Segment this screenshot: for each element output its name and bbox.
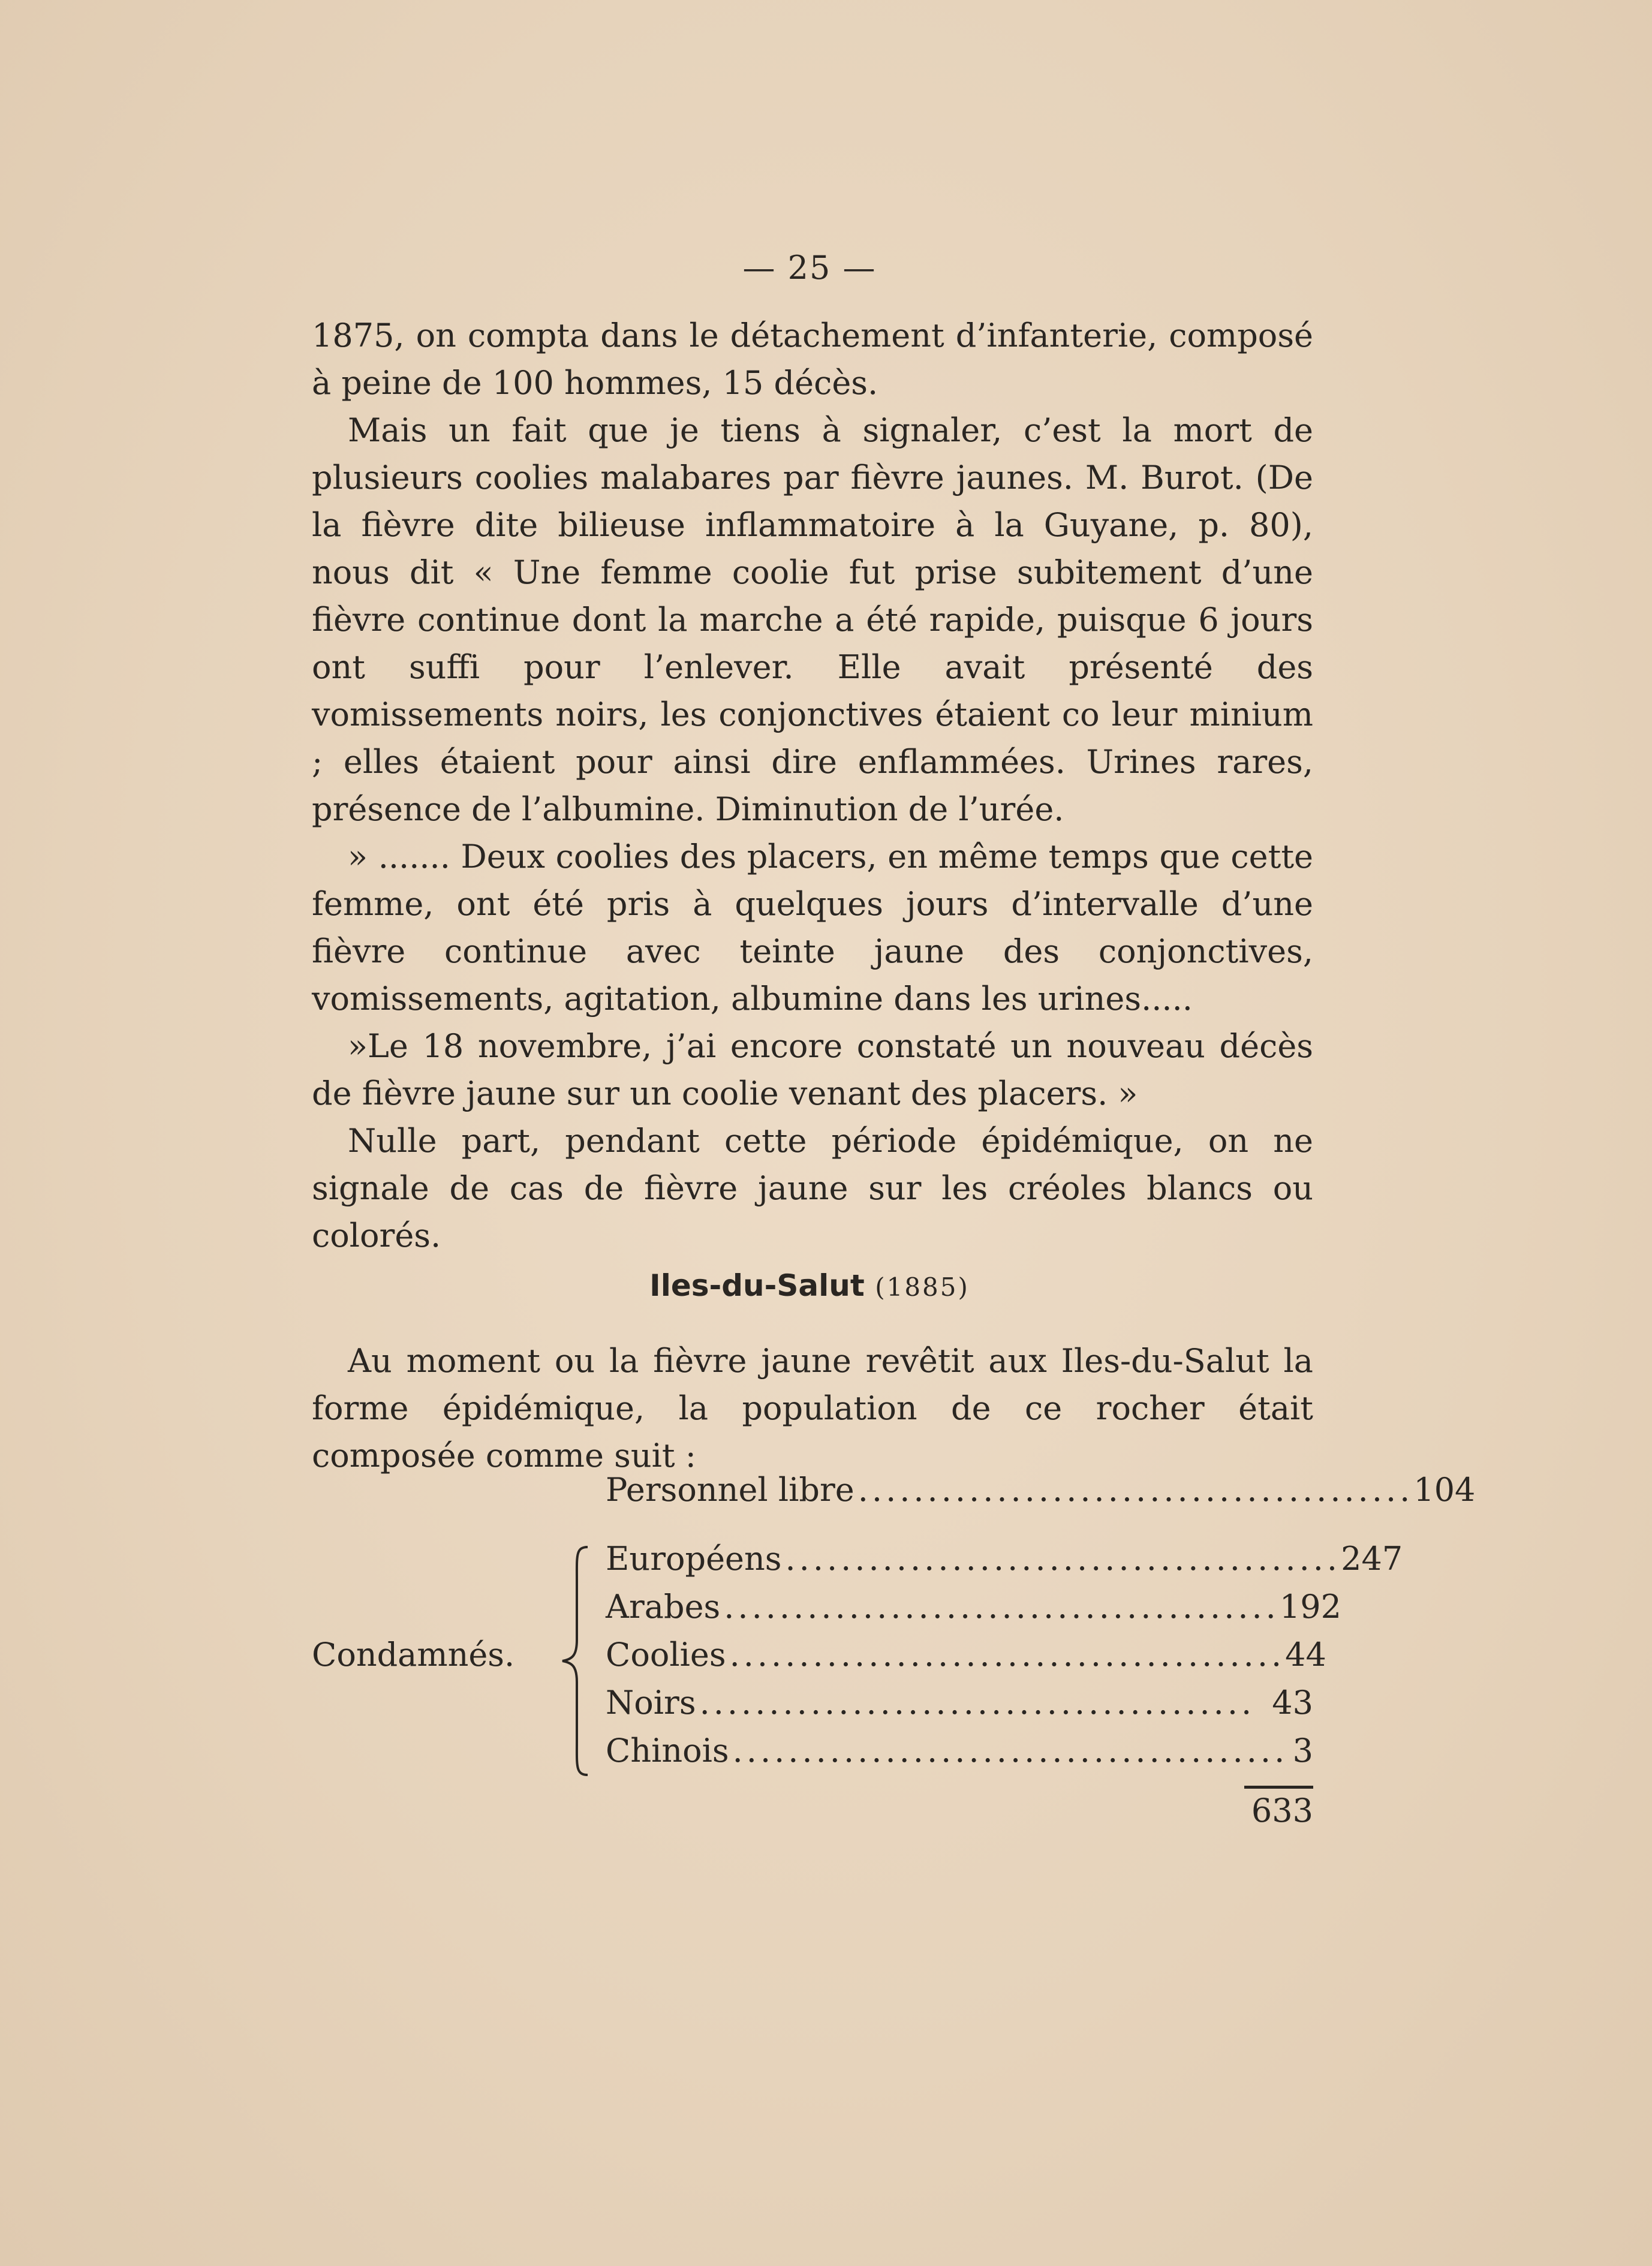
leader-dots: ........................................ — [785, 1540, 1341, 1578]
paragraph-4: »Le 18 novembre, j’ai encore constaté un nouveau décès de fièvre jaune sur un coolie venant des placers. » — [312, 1027, 1313, 1112]
group-label: Condamnés. — [312, 1636, 515, 1674]
row-label: Coolies — [606, 1636, 726, 1674]
table-row — [606, 1535, 1403, 1582]
table-row — [606, 1679, 1313, 1726]
leader-dots: ........................................ — [699, 1684, 1256, 1722]
leader-dots: ........................................ — [857, 1471, 1414, 1509]
section-intro: Au moment ou la fièvre jaune revêtit aux Iles-du-Salut la forme épidémique, la population de ce rocher était composée comme suit : — [312, 1342, 1313, 1474]
row-value: 3 — [1292, 1732, 1313, 1770]
paragraph-3: » ....... Deux coolies des placers, en même temps que cette femme, ont été pris à quelques jours d’intervalle d’une fièvre continue avec teinte jaune des conjonctives, vomissements, agitation, albumine dans les urines..... — [312, 838, 1313, 1018]
table-row — [606, 1631, 1326, 1678]
row-value: 247 — [1341, 1540, 1403, 1578]
leader-dots: ........................................ — [729, 1636, 1286, 1674]
section-title: Iles-du-Salut — [649, 1268, 865, 1303]
paragraph-5: Nulle part, pendant cette période épidémique, on ne signale de cas de fièvre jaune sur les créoles blancs ou colorés. — [312, 1122, 1313, 1254]
table-row-free — [606, 1466, 1476, 1513]
row-value: 44 — [1285, 1636, 1326, 1674]
row-value: 104 — [1413, 1471, 1476, 1509]
row-label: Européens — [606, 1540, 782, 1578]
brace-icon — [558, 1544, 594, 1778]
table-row — [606, 1727, 1313, 1774]
paragraph-2: Mais un fait que je tiens à signaler, c’est la mort de plusieurs coolies malabares par fièvre jaunes. M. Burot. (De la fièvre dite bilieuse inflammatoire à la Guyane, p. 80), nous dit « Une femme coolie fut prise subitement d’une fièvre continue dont la marche a été rapide, puisque 6 jours ont suffi pour l’enlever. Elle avait présenté des vomissements noirs, les conjonctives étaient co leur minium ; elles étaient pour ainsi dire enflammées. Urines rares, présence de l’albumine. Diminution de l’urée. — [312, 411, 1313, 828]
row-label: Chinois — [606, 1732, 729, 1770]
body-text — [312, 312, 1313, 1259]
section-heading — [600, 1268, 1019, 1303]
row-label: Arabes — [606, 1588, 721, 1626]
row-label: Personnel libre — [606, 1471, 854, 1509]
row-value: 43 — [1272, 1684, 1313, 1722]
leader-dots: ........................................ — [724, 1588, 1280, 1626]
paragraph-1: 1875, on compta dans le détachement d’infanterie, composé à peine de 100 hommes, 15 décès. — [312, 317, 1313, 402]
leader-dots: ........................................ — [732, 1732, 1289, 1770]
row-value: 192 — [1279, 1588, 1341, 1626]
row-label: Noirs — [606, 1684, 696, 1722]
page-number: — 25 — — [742, 249, 877, 287]
table-row — [606, 1583, 1341, 1630]
section-year: (1885) — [875, 1272, 970, 1302]
table-total: 633 — [1251, 1792, 1313, 1829]
